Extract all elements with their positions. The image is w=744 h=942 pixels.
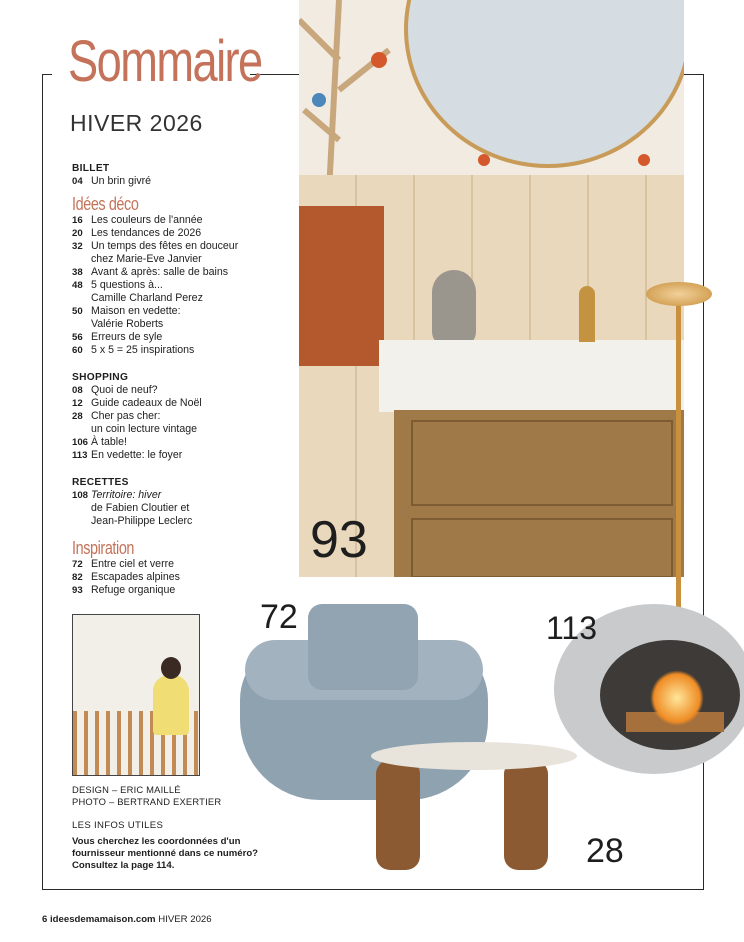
toc-text: À table! — [91, 436, 127, 448]
toc-page: 108 — [72, 490, 89, 501]
page-title: Sommaire — [68, 29, 262, 94]
toc-item[interactable] — [72, 279, 302, 305]
toc-page: 12 — [72, 398, 83, 409]
toc-item[interactable] — [72, 436, 302, 449]
rust-towel — [299, 206, 384, 366]
useful-info-line: Vous cherchez les coordonnées d'un — [72, 836, 241, 847]
toc-page: 48 — [72, 280, 83, 291]
toc-text: Avant & après: salle de bains — [91, 266, 229, 278]
table-of-contents — [72, 162, 302, 597]
toc-text: Erreurs de syle — [91, 331, 163, 343]
person-head — [161, 657, 181, 679]
toc-text: Territoire: hiver — [91, 489, 162, 501]
toc-page: 106 — [72, 437, 89, 448]
toc-item[interactable] — [72, 410, 302, 436]
bathroom-photo — [299, 0, 684, 577]
photo-credits — [72, 784, 221, 808]
toc-text-line2: de Fabien Cloutier et — [91, 502, 190, 514]
vase — [432, 270, 476, 346]
toc-item[interactable] — [72, 266, 302, 279]
toc-item[interactable] — [72, 584, 302, 597]
toc-page: 60 — [72, 345, 83, 356]
useful-info-line: fournisseur mentionné dans ce numéro? — [72, 848, 259, 859]
toc-text: Guide cadeaux de Noël — [91, 397, 202, 409]
toc-item[interactable] — [72, 227, 302, 240]
toc-text-line3: Jean-Philippe Leclerc — [91, 515, 193, 527]
flame — [650, 670, 704, 726]
editor-portrait — [72, 614, 200, 776]
floor-lamp-pole — [676, 290, 681, 610]
coffee-table-top — [371, 742, 577, 770]
toc-text-line2: un coin lecture vintage — [91, 423, 198, 435]
useful-info-line: Consultez la page 114. — [72, 860, 175, 871]
toc-page: 38 — [72, 267, 83, 278]
section-heading-inspiration: Inspiration — [72, 538, 135, 558]
toc-text: 5 x 5 = 25 inspirations — [91, 344, 195, 356]
toc-text: En vedette: le foyer — [91, 449, 183, 461]
toc-item[interactable] — [72, 449, 302, 462]
toc-page: 08 — [72, 385, 83, 396]
toc-text: Escapades alpines — [91, 571, 180, 583]
toc-page: 04 — [72, 176, 83, 187]
toc-item[interactable] — [72, 175, 302, 188]
toc-text-line2: chez Marie-Eve Janvier — [91, 253, 202, 265]
toc-text: Les tendances de 2026 — [91, 227, 202, 239]
toc-page: 16 — [72, 215, 83, 226]
vanity-counter — [379, 340, 684, 412]
toc-item[interactable] — [72, 558, 302, 571]
toc-item[interactable] — [72, 571, 302, 584]
toc-item[interactable] — [72, 397, 302, 410]
section-heading-billet: BILLET — [72, 163, 110, 174]
useful-info-heading: LES INFOS UTILES — [72, 820, 164, 831]
toc-text: Les couleurs de l'année — [91, 214, 203, 226]
toc-item[interactable] — [72, 214, 302, 227]
toc-item[interactable] — [72, 331, 302, 344]
toc-text: Un temps des fêtes en douceur — [91, 240, 239, 252]
footer-issue: HIVER 2026 — [158, 914, 212, 925]
toc-item[interactable] — [72, 240, 302, 266]
brass-faucet — [579, 286, 595, 342]
toc-text: Un brin givré — [91, 175, 152, 187]
table-leg — [504, 760, 548, 870]
toc-text: Entre ciel et verre — [91, 558, 175, 570]
toc-item[interactable] — [72, 344, 302, 357]
toc-item[interactable] — [72, 305, 302, 331]
footer-page-number: 6 — [42, 914, 48, 925]
cabinet-drawer — [411, 420, 673, 506]
page-number-chair: 72 — [260, 598, 298, 636]
cabinet-drawer — [411, 518, 673, 577]
page-number-table: 28 — [586, 832, 624, 870]
toc-text: Refuge organique — [91, 584, 176, 596]
page-number-fireplace: 113 — [546, 610, 598, 646]
section-heading-recettes: RECETTES — [72, 477, 129, 488]
toc-text-line2: Camille Charland Perez — [91, 292, 203, 304]
toc-page: 32 — [72, 241, 83, 252]
floor-lamp-shade — [646, 282, 712, 306]
toc-page: 50 — [72, 306, 83, 317]
toc-text: Cher pas cher: — [91, 410, 161, 422]
issue-label: HIVER 2026 — [70, 110, 203, 136]
toc-page: 56 — [72, 332, 83, 343]
useful-info — [72, 820, 302, 872]
toc-page: 93 — [72, 585, 83, 596]
toc-page: 113 — [72, 450, 88, 461]
table-leg — [376, 760, 420, 870]
photo-credit: PHOTO – BERTRAND EXERTIER — [72, 796, 222, 807]
toc-text: Quoi de neuf? — [91, 384, 158, 396]
toc-item[interactable] — [72, 384, 302, 397]
page-number-bathroom: 93 — [310, 511, 368, 569]
toc-page: 28 — [72, 411, 83, 422]
design-credit: DESIGN – ERIC MAILLÉ — [72, 784, 181, 795]
toc-text-line2: Valérie Roberts — [91, 318, 164, 330]
toc-text: Maison en vedette: — [91, 305, 181, 317]
person — [153, 675, 189, 735]
toc-page: 72 — [72, 559, 83, 570]
toc-page: 82 — [72, 572, 83, 583]
cushion — [308, 604, 418, 690]
page-footer — [42, 914, 212, 925]
toc-item[interactable] — [72, 489, 302, 528]
footer-site[interactable]: ideesdemamaison.com — [50, 914, 156, 925]
section-heading-idees-deco: Idées déco — [72, 194, 139, 214]
toc-page: 20 — [72, 228, 83, 239]
section-heading-shopping: SHOPPING — [72, 372, 129, 383]
toc-text: 5 questions à... — [91, 279, 163, 291]
